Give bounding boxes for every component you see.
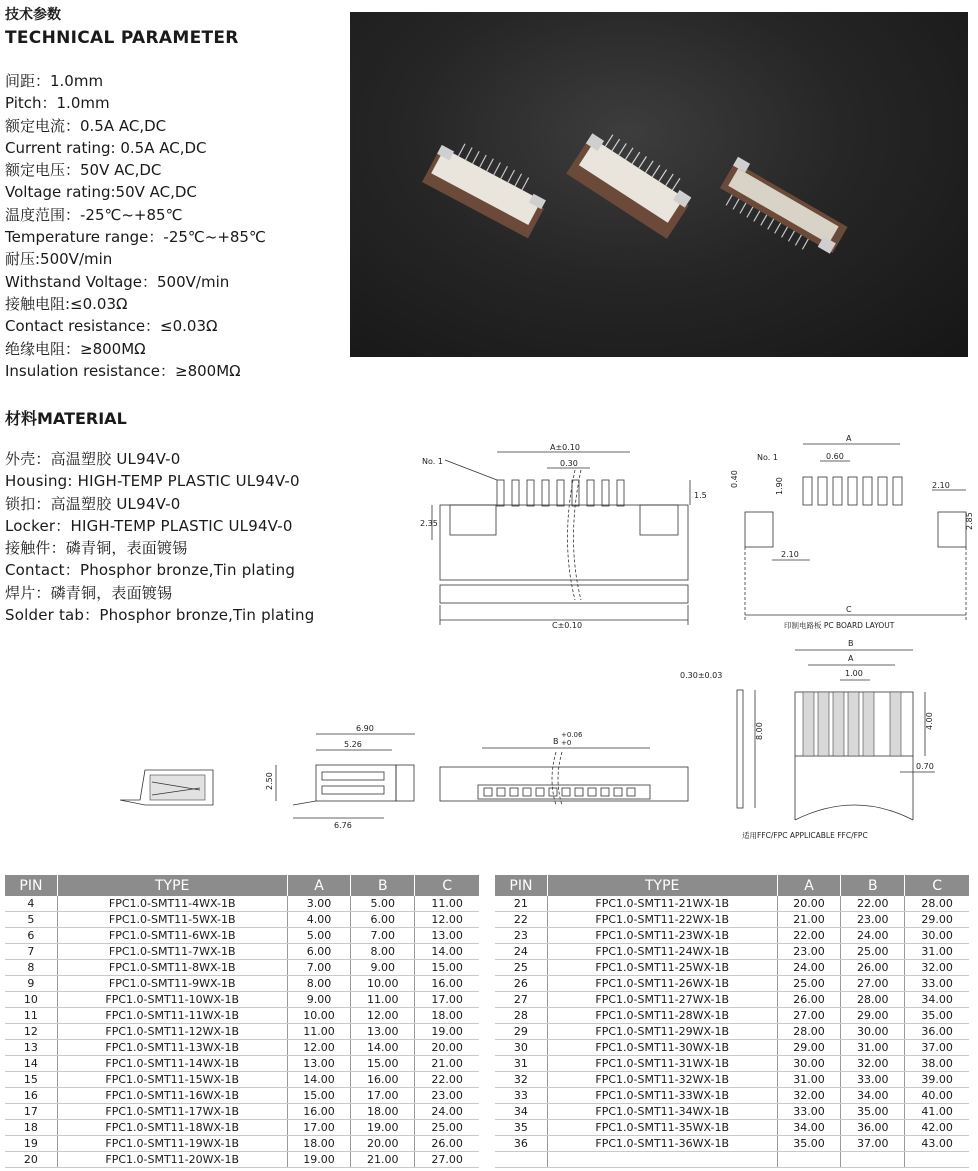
cell-type: FPC1.0-SMT11-29WX-1B bbox=[547, 1024, 777, 1040]
cell-pin: 32 bbox=[495, 1072, 547, 1088]
cell-pin: 28 bbox=[495, 1008, 547, 1024]
cell-b: 31.00 bbox=[841, 1040, 905, 1056]
table-row bbox=[5, 1008, 479, 1024]
material-line: 焊片：磷青铜，表面镀锡 bbox=[5, 583, 173, 602]
cell-type: FPC1.0-SMT11-14WX-1B bbox=[57, 1056, 287, 1072]
cell-pin bbox=[495, 1152, 547, 1168]
table-row bbox=[495, 928, 969, 944]
cell-c: 26.00 bbox=[415, 1136, 479, 1152]
table-row bbox=[495, 1008, 969, 1024]
cell-type: FPC1.0-SMT11-6WX-1B bbox=[57, 928, 287, 944]
cell-c: 32.00 bbox=[905, 960, 969, 976]
label-ffc-070: 0.70 bbox=[916, 762, 934, 771]
cell-type: FPC1.0-SMT11-20WX-1B bbox=[57, 1152, 287, 1168]
table-row bbox=[5, 928, 479, 944]
cell-type: FPC1.0-SMT11-18WX-1B bbox=[57, 1120, 287, 1136]
cell-a: 17.00 bbox=[287, 1120, 351, 1136]
pcb-layout-drawing bbox=[745, 444, 966, 620]
table-row bbox=[495, 896, 969, 912]
cell-b: 10.00 bbox=[351, 976, 415, 992]
cell-b: 19.00 bbox=[351, 1120, 415, 1136]
cell-a: 28.00 bbox=[777, 1024, 841, 1040]
table-row bbox=[5, 1104, 479, 1120]
param-line: Voltage rating:50V AC,DC bbox=[5, 183, 197, 202]
cell-b: 27.00 bbox=[841, 976, 905, 992]
cell-a: 30.00 bbox=[777, 1056, 841, 1072]
cell-c: 41.00 bbox=[905, 1104, 969, 1120]
table-row bbox=[495, 1152, 969, 1168]
side-section-drawing bbox=[120, 770, 213, 805]
cell-c: 38.00 bbox=[905, 1056, 969, 1072]
cell-c: 23.00 bbox=[415, 1088, 479, 1104]
cell-a: 3.00 bbox=[287, 896, 351, 912]
cell-a: 8.00 bbox=[287, 976, 351, 992]
cell-a: 19.00 bbox=[287, 1152, 351, 1168]
cell-a: 27.00 bbox=[777, 1008, 841, 1024]
cell-b: 5.00 bbox=[351, 896, 415, 912]
cell-pin: 36 bbox=[495, 1136, 547, 1152]
col-header-c: C bbox=[415, 875, 479, 896]
cell-c: 42.00 bbox=[905, 1120, 969, 1136]
cell-c: 40.00 bbox=[905, 1088, 969, 1104]
cell-c: 21.00 bbox=[415, 1056, 479, 1072]
cell-c: 11.00 bbox=[415, 896, 479, 912]
cell-pin: 11 bbox=[5, 1008, 57, 1024]
cell-b: 7.00 bbox=[351, 928, 415, 944]
cell-type: FPC1.0-SMT11-36WX-1B bbox=[547, 1136, 777, 1152]
cell-pin: 24 bbox=[495, 944, 547, 960]
cell-b: 12.00 bbox=[351, 1008, 415, 1024]
label-pcb-a: A bbox=[846, 434, 852, 443]
cell-a: 5.00 bbox=[287, 928, 351, 944]
cell-pin: 29 bbox=[495, 1024, 547, 1040]
cell-pin: 27 bbox=[495, 992, 547, 1008]
label-bottom-b-up: +0.06 bbox=[561, 731, 583, 739]
cell-a: 26.00 bbox=[777, 992, 841, 1008]
cell-a: 20.00 bbox=[777, 896, 841, 912]
param-line: 额定电流：0.5A AC,DC bbox=[5, 116, 167, 135]
cell-b: 26.00 bbox=[841, 960, 905, 976]
cell-b: 9.00 bbox=[351, 960, 415, 976]
cell-a: 34.00 bbox=[777, 1120, 841, 1136]
cell-b: 20.00 bbox=[351, 1136, 415, 1152]
param-line: Withstand Voltage：500V/min bbox=[5, 272, 230, 291]
cell-c: 16.00 bbox=[415, 976, 479, 992]
front-view-drawing bbox=[432, 452, 690, 625]
col-header-a: A bbox=[777, 875, 841, 896]
table-row bbox=[495, 1024, 969, 1040]
param-line: Pitch：1.0mm bbox=[5, 94, 110, 113]
cell-b: 21.00 bbox=[351, 1152, 415, 1168]
table-row bbox=[5, 1136, 479, 1152]
cell-c: 12.00 bbox=[415, 912, 479, 928]
cell-c: 20.00 bbox=[415, 1040, 479, 1056]
table-row bbox=[5, 1088, 479, 1104]
cell-b: 25.00 bbox=[841, 944, 905, 960]
cell-pin: 6 bbox=[5, 928, 57, 944]
label-ffc-a: A bbox=[848, 654, 854, 663]
cell-type: FPC1.0-SMT11-30WX-1B bbox=[547, 1040, 777, 1056]
cell-type: FPC1.0-SMT11-19WX-1B bbox=[57, 1136, 287, 1152]
cell-type: FPC1.0-SMT11-13WX-1B bbox=[57, 1040, 287, 1056]
cell-b: 15.00 bbox=[351, 1056, 415, 1072]
material-line: 接触件：磷青铜，表面镀锡 bbox=[5, 539, 188, 558]
cell-b bbox=[841, 1152, 905, 1168]
label-ffc-800: 8.00 bbox=[755, 722, 764, 740]
cell-pin: 21 bbox=[495, 896, 547, 912]
table-row bbox=[495, 1088, 969, 1104]
cell-type: FPC1.0-SMT11-26WX-1B bbox=[547, 976, 777, 992]
cell-pin: 5 bbox=[5, 912, 57, 928]
connector-3 bbox=[714, 157, 851, 264]
cell-b: 32.00 bbox=[841, 1056, 905, 1072]
table-row bbox=[495, 1040, 969, 1056]
cell-a: 4.00 bbox=[287, 912, 351, 928]
cell-type: FPC1.0-SMT11-31WX-1B bbox=[547, 1056, 777, 1072]
label-1-5: 1.5 bbox=[694, 491, 707, 500]
material-line: Solder tab：Phosphor bronze,Tin plating bbox=[5, 606, 315, 625]
cell-pin: 17 bbox=[5, 1104, 57, 1120]
cell-c: 27.00 bbox=[415, 1152, 479, 1168]
table-row bbox=[495, 1120, 969, 1136]
table-header-row bbox=[495, 875, 969, 896]
table-row bbox=[5, 912, 479, 928]
table-row bbox=[5, 992, 479, 1008]
cell-a: 32.00 bbox=[777, 1088, 841, 1104]
label-ffc-100: 1.00 bbox=[845, 669, 863, 678]
cell-pin: 12 bbox=[5, 1024, 57, 1040]
cell-type: FPC1.0-SMT11-16WX-1B bbox=[57, 1088, 287, 1104]
param-line: Contact resistance：≤0.03Ω bbox=[5, 317, 218, 336]
label-pcb-210b: 2.10 bbox=[781, 550, 799, 559]
cell-a: 14.00 bbox=[287, 1072, 351, 1088]
cell-c: 29.00 bbox=[905, 912, 969, 928]
label-ffc-applicable: 适用FFC/FPC APPLICABLE FFC/FPC bbox=[742, 831, 868, 840]
cell-type: FPC1.0-SMT11-21WX-1B bbox=[547, 896, 777, 912]
label-pcb-060: 0.60 bbox=[826, 452, 844, 461]
cell-a: 13.00 bbox=[287, 1056, 351, 1072]
cell-pin: 35 bbox=[495, 1120, 547, 1136]
cell-c: 36.00 bbox=[905, 1024, 969, 1040]
label-ffc-thickness: 0.30±0.03 bbox=[680, 671, 723, 680]
material-line: 外壳：高温塑胶 UL94V-0 bbox=[5, 450, 181, 468]
cell-b: 13.00 bbox=[351, 1024, 415, 1040]
cell-c: 14.00 bbox=[415, 944, 479, 960]
cell-pin: 30 bbox=[495, 1040, 547, 1056]
cell-a: 12.00 bbox=[287, 1040, 351, 1056]
cell-pin: 4 bbox=[5, 896, 57, 912]
cell-c: 37.00 bbox=[905, 1040, 969, 1056]
cell-type: FPC1.0-SMT11-34WX-1B bbox=[547, 1104, 777, 1120]
cell-b: 17.00 bbox=[351, 1088, 415, 1104]
cell-type: FPC1.0-SMT11-33WX-1B bbox=[547, 1088, 777, 1104]
cell-a: 6.00 bbox=[287, 944, 351, 960]
cell-pin: 23 bbox=[495, 928, 547, 944]
label-side-250: 2.50 bbox=[265, 772, 274, 790]
cell-a: 23.00 bbox=[777, 944, 841, 960]
label-c-tol: C±0.10 bbox=[552, 621, 583, 630]
label-no1: No. 1 bbox=[422, 457, 443, 466]
material-line: 锁扣：高温塑胶 UL94V-0 bbox=[5, 494, 181, 513]
cell-b: 6.00 bbox=[351, 912, 415, 928]
cell-c bbox=[905, 1152, 969, 1168]
label-side-526: 5.26 bbox=[344, 740, 362, 749]
cell-pin: 20 bbox=[5, 1152, 57, 1168]
cell-pin: 19 bbox=[5, 1136, 57, 1152]
param-line: 接触电阻:≤0.03Ω bbox=[5, 294, 128, 313]
cell-a: 10.00 bbox=[287, 1008, 351, 1024]
table-row bbox=[495, 960, 969, 976]
col-header-c: C bbox=[905, 875, 969, 896]
label-side-676: 6.76 bbox=[334, 821, 352, 830]
cell-b: 30.00 bbox=[841, 1024, 905, 1040]
cell-b: 33.00 bbox=[841, 1072, 905, 1088]
material-line: Housing: HIGH-TEMP PLASTIC UL94V-0 bbox=[5, 472, 300, 491]
param-line: 间距：1.0mm bbox=[5, 72, 104, 90]
cell-pin: 14 bbox=[5, 1056, 57, 1072]
cell-c: 13.00 bbox=[415, 928, 479, 944]
cell-c: 43.00 bbox=[905, 1136, 969, 1152]
label-2-35: 2.35 bbox=[420, 519, 438, 528]
cell-c: 15.00 bbox=[415, 960, 479, 976]
cell-b: 24.00 bbox=[841, 928, 905, 944]
table-header-row bbox=[5, 875, 479, 896]
col-header-b: B bbox=[351, 875, 415, 896]
cell-c: 19.00 bbox=[415, 1024, 479, 1040]
table-row bbox=[5, 1040, 479, 1056]
cell-c: 30.00 bbox=[905, 928, 969, 944]
cell-b: 16.00 bbox=[351, 1072, 415, 1088]
col-header-pin: PIN bbox=[495, 875, 547, 896]
connector-1 bbox=[422, 134, 553, 238]
cell-pin: 26 bbox=[495, 976, 547, 992]
cell-c: 35.00 bbox=[905, 1008, 969, 1024]
cell-pin: 9 bbox=[5, 976, 57, 992]
cell-b: 23.00 bbox=[841, 912, 905, 928]
cell-type: FPC1.0-SMT11-35WX-1B bbox=[547, 1120, 777, 1136]
param-line: 温度范围：-25℃~+85℃ bbox=[5, 205, 183, 224]
connector-photo-art bbox=[350, 12, 968, 357]
cell-b: 37.00 bbox=[841, 1136, 905, 1152]
cell-a: 24.00 bbox=[777, 960, 841, 976]
cell-c: 28.00 bbox=[905, 896, 969, 912]
cell-pin: 15 bbox=[5, 1072, 57, 1088]
cell-a bbox=[777, 1152, 841, 1168]
ffc-drawing bbox=[737, 650, 935, 820]
param-line: Temperature range：-25℃~+85℃ bbox=[5, 228, 266, 247]
table-row bbox=[5, 1120, 479, 1136]
cell-pin: 33 bbox=[495, 1088, 547, 1104]
table-row bbox=[495, 1072, 969, 1088]
cell-pin: 22 bbox=[495, 912, 547, 928]
cell-type: FPC1.0-SMT11-10WX-1B bbox=[57, 992, 287, 1008]
cell-c: 22.00 bbox=[415, 1072, 479, 1088]
cell-type: FPC1.0-SMT11-9WX-1B bbox=[57, 976, 287, 992]
cell-a: 35.00 bbox=[777, 1136, 841, 1152]
cell-pin: 18 bbox=[5, 1120, 57, 1136]
col-header-a: A bbox=[287, 875, 351, 896]
cell-c: 34.00 bbox=[905, 992, 969, 1008]
table-row bbox=[5, 1024, 479, 1040]
table-row bbox=[495, 1136, 969, 1152]
material-line: Locker：HIGH-TEMP PLASTIC UL94V-0 bbox=[5, 516, 293, 535]
table-row bbox=[5, 1056, 479, 1072]
table-row bbox=[5, 944, 479, 960]
cell-a: 15.00 bbox=[287, 1088, 351, 1104]
cell-c: 39.00 bbox=[905, 1072, 969, 1088]
cell-b: 11.00 bbox=[351, 992, 415, 1008]
parameter-list bbox=[5, 70, 266, 382]
cell-c: 25.00 bbox=[415, 1120, 479, 1136]
table-row bbox=[495, 1104, 969, 1120]
title-en: TECHNICAL PARAMETER bbox=[5, 28, 239, 48]
col-header-type: TYPE bbox=[57, 875, 287, 896]
cell-type: FPC1.0-SMT11-27WX-1B bbox=[547, 992, 777, 1008]
table-row bbox=[495, 976, 969, 992]
table-row bbox=[5, 896, 479, 912]
product-photo bbox=[350, 12, 968, 357]
cell-b: 18.00 bbox=[351, 1104, 415, 1120]
cell-type: FPC1.0-SMT11-28WX-1B bbox=[547, 1008, 777, 1024]
cell-pin: 7 bbox=[5, 944, 57, 960]
label-pcb-no1: No. 1 bbox=[757, 453, 778, 462]
table-row bbox=[495, 912, 969, 928]
cell-pin: 10 bbox=[5, 992, 57, 1008]
cell-a: 33.00 bbox=[777, 1104, 841, 1120]
cell-c: 31.00 bbox=[905, 944, 969, 960]
cell-type: FPC1.0-SMT11-25WX-1B bbox=[547, 960, 777, 976]
table-row bbox=[5, 1152, 479, 1168]
table-row bbox=[5, 960, 479, 976]
cell-b: 34.00 bbox=[841, 1088, 905, 1104]
label-pcb-c: C bbox=[846, 605, 852, 614]
cell-b: 35.00 bbox=[841, 1104, 905, 1120]
cell-a: 21.00 bbox=[777, 912, 841, 928]
technical-drawings bbox=[0, 430, 978, 860]
label-pcb-210a: 2.10 bbox=[932, 481, 950, 490]
cell-pin: 31 bbox=[495, 1056, 547, 1072]
label-bottom-b-dn: +0 bbox=[561, 739, 572, 747]
bottom-view-drawing bbox=[440, 748, 688, 805]
cell-c: 18.00 bbox=[415, 1008, 479, 1024]
connector-2 bbox=[566, 125, 698, 239]
cell-b: 8.00 bbox=[351, 944, 415, 960]
param-line: Insulation resistance：≥800MΩ bbox=[5, 361, 241, 380]
cell-a: 9.00 bbox=[287, 992, 351, 1008]
cell-b: 28.00 bbox=[841, 992, 905, 1008]
spec-table-left bbox=[5, 875, 479, 1168]
label-ffc-400: 4.00 bbox=[925, 712, 934, 730]
cell-type: FPC1.0-SMT11-15WX-1B bbox=[57, 1072, 287, 1088]
col-header-b: B bbox=[841, 875, 905, 896]
cell-b: 22.00 bbox=[841, 896, 905, 912]
param-line: 绝缘电阻：≥800MΩ bbox=[5, 339, 146, 358]
cell-a: 16.00 bbox=[287, 1104, 351, 1120]
param-line: 耐压:500V/min bbox=[5, 250, 113, 269]
cell-b: 36.00 bbox=[841, 1120, 905, 1136]
label-pcb-190: 1.90 bbox=[775, 477, 784, 495]
cell-type: FPC1.0-SMT11-4WX-1B bbox=[57, 896, 287, 912]
cell-type: FPC1.0-SMT11-8WX-1B bbox=[57, 960, 287, 976]
cell-type: FPC1.0-SMT11-11WX-1B bbox=[57, 1008, 287, 1024]
label-side-690: 6.90 bbox=[356, 724, 374, 733]
cell-a: 11.00 bbox=[287, 1024, 351, 1040]
cell-type: FPC1.0-SMT11-5WX-1B bbox=[57, 912, 287, 928]
cell-type: FPC1.0-SMT11-17WX-1B bbox=[57, 1104, 287, 1120]
title-cn: 技术参数 bbox=[5, 7, 61, 23]
col-header-type: TYPE bbox=[547, 875, 777, 896]
param-line: 额定电压：50V AC,DC bbox=[5, 161, 162, 180]
cell-c: 17.00 bbox=[415, 992, 479, 1008]
label-pcb-285: 2.85 bbox=[965, 512, 974, 530]
cell-pin: 16 bbox=[5, 1088, 57, 1104]
label-a-tol: A±0.10 bbox=[550, 443, 580, 452]
label-pcb-layout: 印制电路板 PC BOARD LAYOUT bbox=[784, 621, 895, 630]
cell-a: 22.00 bbox=[777, 928, 841, 944]
cell-type: FPC1.0-SMT11-7WX-1B bbox=[57, 944, 287, 960]
cell-type bbox=[547, 1152, 777, 1168]
cell-pin: 25 bbox=[495, 960, 547, 976]
cell-a: 31.00 bbox=[777, 1072, 841, 1088]
label-ffc-b: B bbox=[848, 639, 854, 648]
cell-a: 25.00 bbox=[777, 976, 841, 992]
table-row bbox=[5, 1072, 479, 1088]
spec-table-right bbox=[495, 875, 969, 1168]
cell-a: 18.00 bbox=[287, 1136, 351, 1152]
param-line: Current rating: 0.5A AC,DC bbox=[5, 138, 207, 157]
cell-c: 24.00 bbox=[415, 1104, 479, 1120]
cell-pin: 8 bbox=[5, 960, 57, 976]
label-pitch-030: 0.30 bbox=[560, 459, 578, 468]
table-row bbox=[495, 1056, 969, 1072]
table-row bbox=[5, 976, 479, 992]
col-header-pin: PIN bbox=[5, 875, 57, 896]
cell-a: 7.00 bbox=[287, 960, 351, 976]
cell-a: 29.00 bbox=[777, 1040, 841, 1056]
cell-pin: 34 bbox=[495, 1104, 547, 1120]
table-row bbox=[495, 944, 969, 960]
material-title: 材料MATERIAL bbox=[5, 409, 127, 428]
label-pcb-040: 0.40 bbox=[730, 470, 739, 488]
cell-pin: 13 bbox=[5, 1040, 57, 1056]
cell-b: 29.00 bbox=[841, 1008, 905, 1024]
cell-type: FPC1.0-SMT11-12WX-1B bbox=[57, 1024, 287, 1040]
table-row bbox=[495, 992, 969, 1008]
cell-type: FPC1.0-SMT11-24WX-1B bbox=[547, 944, 777, 960]
cell-b: 14.00 bbox=[351, 1040, 415, 1056]
cell-type: FPC1.0-SMT11-32WX-1B bbox=[547, 1072, 777, 1088]
cell-type: FPC1.0-SMT11-23WX-1B bbox=[547, 928, 777, 944]
cell-c: 33.00 bbox=[905, 976, 969, 992]
label-bottom-b: B bbox=[553, 737, 559, 746]
material-line: Contact：Phosphor bronze,Tin plating bbox=[5, 561, 296, 580]
cell-type: FPC1.0-SMT11-22WX-1B bbox=[547, 912, 777, 928]
